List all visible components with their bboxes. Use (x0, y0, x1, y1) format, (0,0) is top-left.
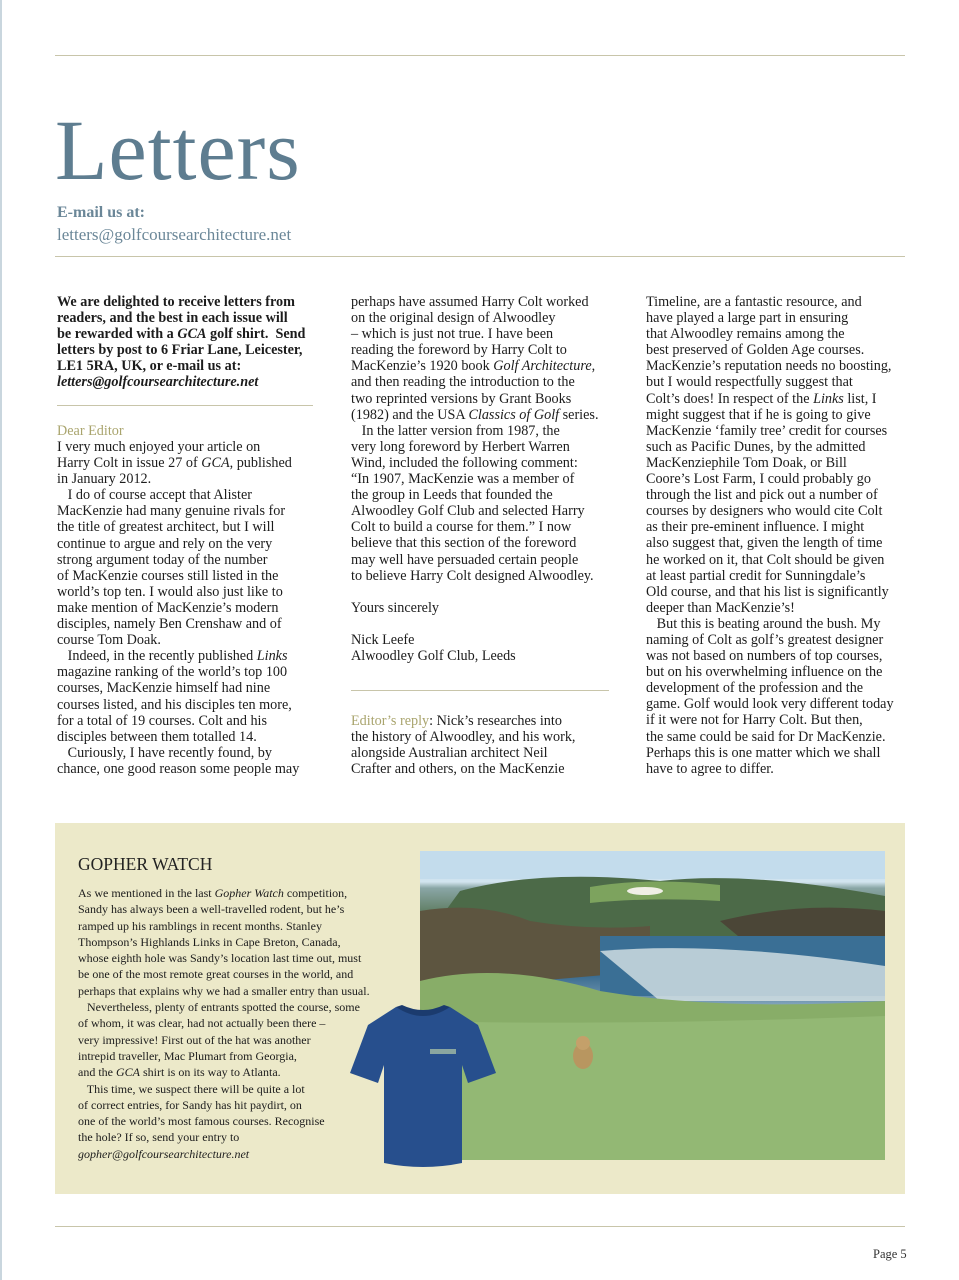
text-segment: for a total of 19 courses. Colt and his (57, 712, 268, 729)
text-segment: intrepid traveller, Mac Plumart from Georgia, (78, 1048, 297, 1063)
text-segment: also suggest that, given the length of time (646, 535, 883, 552)
text-line (351, 358, 599, 374)
text-segment: through the list and pick out a number of (646, 487, 878, 504)
italic-text: Links (256, 648, 288, 665)
text-line (646, 487, 894, 503)
italic-text: GCA (116, 1065, 140, 1080)
text-segment: of MacKenzie courses still listed in the (57, 567, 279, 584)
text-segment: perhaps that explains why we had a smaller entry than usual. (78, 983, 370, 998)
text-line (646, 294, 894, 310)
text-segment: MacKenzie’s reputation needs no boosting, (646, 358, 892, 375)
text-line (57, 503, 299, 519)
text-line (646, 648, 894, 664)
text-line (57, 745, 299, 761)
text-line (78, 1146, 370, 1162)
text-segment: Yours sincerely (351, 599, 440, 616)
text-line (351, 761, 575, 777)
text-line (78, 1015, 370, 1031)
text-segment: Curiously, I have recently found, by (57, 744, 272, 761)
text-segment: , (591, 358, 596, 375)
text-segment: But this is beating around the bush. My (646, 615, 881, 632)
text-line (57, 342, 305, 358)
italic-text: GCA (201, 455, 230, 472)
text-line (78, 999, 370, 1015)
text-line (646, 391, 894, 407)
text-line (57, 358, 305, 374)
text-line (351, 455, 599, 471)
text-segment: the hole? If so, send your entry to (78, 1130, 240, 1145)
text-segment: readers, and the best in each issue will (57, 310, 288, 327)
footer-divider (55, 1226, 905, 1227)
text-line (646, 342, 894, 358)
golf-shirt-icon (348, 1003, 498, 1171)
text-line (57, 632, 299, 648)
text-segment: courses listed, and his disciples ten more, (57, 696, 292, 713)
text-line (78, 918, 370, 934)
text-segment: was not based on numbers of top courses, (646, 648, 883, 665)
italic-text: gopher@golfcoursearchitecture.net (78, 1146, 250, 1161)
text-segment: courses by designers who would cite Colt (646, 503, 883, 520)
text-segment: I very much enjoyed your article on (57, 439, 261, 455)
text-segment: development of the profession and the (646, 680, 864, 697)
text-segment: strong argument today of the number (57, 551, 268, 568)
text-line (351, 439, 599, 455)
text-line (57, 519, 299, 535)
italic-text: Classics of Golf (468, 406, 560, 423)
gopher-watch-title: GOPHER WATCH (78, 854, 213, 874)
text-line (646, 423, 894, 439)
text-segment (351, 616, 355, 632)
text-line (78, 1113, 370, 1129)
top-divider (55, 55, 905, 56)
text-segment: such as Pacific Dunes, by the admitted (646, 438, 866, 455)
text-line (646, 761, 894, 777)
text-line (78, 950, 370, 966)
text-segment: have to agree to differ. (646, 760, 774, 777)
text-segment: be rewarded with a (57, 326, 178, 343)
text-line (646, 471, 894, 487)
text-line (57, 552, 299, 568)
text-line (646, 358, 894, 374)
intro-divider (57, 405, 313, 406)
text-segment: of whom, it was clear, had not actually been there – (78, 1016, 326, 1031)
text-segment: chance, one good reason some people may (57, 760, 300, 777)
page-number: Page 5 (873, 1247, 907, 1261)
text-segment: Old course, and that his list is significantly (646, 583, 889, 600)
text-line (646, 729, 894, 745)
text-segment: Sandy has always been a well-travelled rodent, but he’s (78, 902, 345, 917)
text-line (646, 616, 894, 632)
text-segment: Wind, included the following comment: (351, 454, 578, 471)
text-line (351, 391, 599, 407)
text-segment: shirt is on its way to Atlanta. (140, 1065, 281, 1080)
email-label: E-mail us at: (57, 204, 145, 221)
text-line (57, 374, 305, 390)
text-segment: but I would respectfully suggest that (646, 374, 853, 391)
text-line (351, 310, 599, 326)
letter-column-2 (351, 294, 599, 664)
text-segment: the history of Alwoodley, and his work, (351, 729, 576, 746)
text-line (78, 1129, 370, 1145)
text-line (57, 439, 299, 455)
text-line (646, 584, 894, 600)
text-line (78, 966, 370, 982)
text-segment: , published (229, 455, 292, 472)
text-segment: MacKenziephile Tom Doak, or Bill (646, 454, 847, 471)
text-line (351, 616, 599, 632)
text-line (646, 600, 894, 616)
text-line (646, 712, 894, 728)
text-line (57, 568, 299, 584)
text-segment: magazine ranking of the world’s top 100 (57, 664, 288, 681)
text-line (351, 713, 575, 729)
text-segment: In the latter version from 1987, the (351, 422, 560, 439)
text-line (351, 648, 599, 664)
text-segment: : Nick’s researches into (429, 713, 562, 729)
text-segment: world’s top ten. I would also just like to (57, 583, 283, 600)
text-segment: Alwoodley Golf Club, Leeds (351, 648, 516, 665)
italic-text: Links (813, 390, 844, 407)
text-segment: – which is just not true. I have been (351, 326, 554, 343)
text-segment: to believe Harry Colt designed Alwoodley. (351, 567, 594, 584)
text-line (646, 552, 894, 568)
text-line (646, 519, 894, 535)
text-segment (351, 584, 355, 600)
text-line (57, 294, 305, 310)
text-line (646, 680, 894, 696)
text-line (57, 584, 299, 600)
text-segment: Indeed, in the recently published (57, 648, 257, 665)
reply-label: Editor’s reply (351, 713, 430, 729)
text-line (57, 471, 299, 487)
text-line (57, 455, 299, 471)
text-line (351, 568, 599, 584)
text-line (351, 374, 599, 390)
letter-column-3 (646, 294, 894, 777)
text-line (646, 455, 894, 471)
text-line (351, 535, 599, 551)
text-line (351, 342, 599, 358)
italic-text: Golf Architecture (493, 358, 592, 375)
text-line (78, 1097, 370, 1113)
text-segment: and then reading the introduction to the (351, 374, 575, 391)
intro-text (57, 294, 305, 391)
text-line (646, 745, 894, 761)
text-segment: MacKenzie had many genuine rivals for (57, 503, 286, 520)
text-line (351, 487, 599, 503)
text-line (57, 713, 299, 729)
text-segment: two reprinted versions by Grant Books (351, 390, 572, 407)
text-line (646, 632, 894, 648)
text-segment: (1982) and the USA (351, 406, 469, 423)
text-segment: of correct entries, for Sandy has hit paydirt, on (78, 1097, 302, 1112)
text-segment: in January 2012. (57, 471, 152, 488)
text-segment: have played a large part in ensuring (646, 310, 849, 327)
text-line (57, 729, 299, 745)
italic-text: letters@golfcoursearchitecture.net (57, 374, 259, 391)
text-line (646, 326, 894, 342)
text-line (78, 934, 370, 950)
editor-reply (351, 713, 575, 777)
letter-column-1 (57, 439, 299, 777)
text-line (78, 1048, 370, 1064)
text-segment: Coore’s Lost Farm, I could probably go (646, 471, 871, 488)
text-segment: “In 1907, MacKenzie was a member of (351, 471, 575, 488)
text-segment: the same could be said for Dr MacKenzie. (646, 728, 886, 745)
text-line (351, 745, 575, 761)
text-segment: letters by post to 6 Friar Lane, Leicester, (57, 342, 303, 359)
gopher-watch-text (78, 885, 370, 1162)
text-segment: if it were not for Harry Colt. But then, (646, 712, 863, 729)
text-segment: Colt to build a course for them.” I now (351, 519, 572, 536)
email-link[interactable]: letters@golfcoursearchitecture.net (57, 225, 292, 244)
text-segment: continue to argue and rely on the very (57, 535, 273, 552)
text-segment: Timeline, are a fantastic resource, and (646, 294, 862, 310)
text-line (646, 310, 894, 326)
text-segment: ramped up his ramblings in recent months. Stanley (78, 918, 322, 933)
header-divider (55, 256, 905, 257)
text-segment: series. (559, 406, 599, 423)
text-segment: may well have persuaded certain people (351, 551, 579, 568)
text-line (646, 696, 894, 712)
text-segment: competition, (283, 886, 348, 900)
text-line (57, 680, 299, 696)
text-segment: disciples between them totalled 14. (57, 728, 257, 745)
text-line (78, 983, 370, 999)
text-segment: that Alwoodley remains among the (646, 326, 845, 343)
text-segment: as their pre-eminent influence. I might (646, 519, 865, 536)
text-line (646, 439, 894, 455)
text-segment: very long foreword by Herbert Warren (351, 438, 570, 455)
text-segment: list, I (843, 390, 877, 407)
text-segment: Thompson’s Highlands Links in Cape Breton, Canada, (78, 934, 341, 949)
text-line (78, 1064, 370, 1080)
text-line (351, 552, 599, 568)
text-segment: might suggest that if he is going to give (646, 406, 871, 423)
text-line (646, 568, 894, 584)
text-segment: LE1 5RA, UK, or e-mail us at: (57, 358, 242, 375)
text-line (351, 519, 599, 535)
italic-text: GCA (177, 326, 207, 343)
text-line (57, 616, 299, 632)
text-segment: As we mentioned in the last (78, 886, 215, 900)
text-line (351, 503, 599, 519)
text-segment: Nick Leefe (351, 631, 415, 648)
text-line (57, 600, 299, 616)
text-line (57, 536, 299, 552)
text-segment: whose eighth hole was Sandy’s location last time out, must (78, 951, 362, 966)
text-line (646, 374, 894, 390)
text-segment: Colt’s does! In respect of the (646, 390, 814, 407)
text-line (57, 487, 299, 503)
text-line (78, 885, 370, 901)
text-line (351, 729, 575, 745)
text-segment: I do of course accept that Alister (57, 487, 253, 504)
text-segment: but on his overwhelming influence on the (646, 664, 883, 681)
text-line (351, 632, 599, 648)
text-line (646, 664, 894, 680)
text-segment: perhaps have assumed Harry Colt worked (351, 294, 589, 310)
text-segment: on the original design of Alwoodley (351, 310, 556, 327)
text-line (57, 648, 299, 664)
text-segment: disciples, namely Ben Crenshaw and of (57, 616, 282, 633)
text-line (57, 310, 305, 326)
text-segment: alongside Australian architect Neil (351, 745, 548, 762)
text-segment: be one of the most remote great courses in the world, and (78, 967, 354, 982)
text-segment: Harry Colt in issue 27 of (57, 455, 202, 472)
text-segment: golf shirt. Send (206, 326, 306, 343)
text-line (78, 1032, 370, 1048)
text-segment: reading the foreword by Harry Colt to (351, 342, 567, 359)
reply-divider (351, 690, 609, 691)
text-segment: MacKenzie’s 1920 book (351, 358, 494, 375)
text-segment: MacKenzie ‘family tree’ credit for courses (646, 422, 888, 439)
text-line (351, 584, 599, 600)
text-segment: Perhaps this is one matter which we shall (646, 744, 881, 761)
text-line (351, 471, 599, 487)
text-segment: course Tom Doak. (57, 632, 161, 649)
page-title: Letters (55, 102, 301, 198)
text-segment: very impressive! First out of the hat was another (78, 1032, 311, 1047)
text-segment: at least partial credit for Sunningdale’s (646, 567, 866, 584)
text-line (351, 407, 599, 423)
text-segment: We are delighted to receive letters from (57, 294, 295, 310)
text-segment: one of the world’s most famous courses. Recognise (78, 1114, 325, 1129)
text-line (351, 600, 599, 616)
text-segment: courses, MacKenzie himself had nine (57, 680, 271, 697)
text-line (646, 407, 894, 423)
text-line (351, 294, 599, 310)
salutation: Dear Editor (57, 423, 124, 439)
text-line (78, 1081, 370, 1097)
text-segment: he worked on it, that Colt should be given (646, 551, 885, 568)
text-segment: believe that this section of the foreword (351, 535, 577, 552)
text-segment: Nevertheless, plenty of entrants spotted the course, some (78, 1000, 360, 1015)
text-line (78, 901, 370, 917)
text-line (57, 326, 305, 342)
text-line (351, 423, 599, 439)
text-segment: make mention of MacKenzie’s modern (57, 599, 279, 616)
text-line (351, 326, 599, 342)
text-line (646, 535, 894, 551)
text-segment: Crafter and others, on the MacKenzie (351, 761, 565, 778)
text-segment: This time, we suspect there will be quite a lot (78, 1081, 305, 1096)
text-segment: and the (78, 1065, 116, 1080)
text-segment: the title of greatest architect, but I will (57, 519, 275, 536)
text-segment: best preserved of Golden Age courses. (646, 342, 865, 359)
text-line (57, 664, 299, 680)
text-segment: the group in Leeds that founded the (351, 487, 553, 504)
text-segment: deeper than MacKenzie’s! (646, 599, 795, 616)
text-segment: naming of Colt as golf’s greatest designer (646, 631, 884, 648)
text-line (57, 697, 299, 713)
text-segment: Alwoodley Golf Club and selected Harry (351, 503, 585, 520)
italic-text: Gopher Watch (214, 886, 284, 900)
text-line (646, 503, 894, 519)
page-edge (0, 0, 2, 1280)
text-line (57, 761, 299, 777)
text-segment: game. Golf would look very different today (646, 696, 894, 713)
